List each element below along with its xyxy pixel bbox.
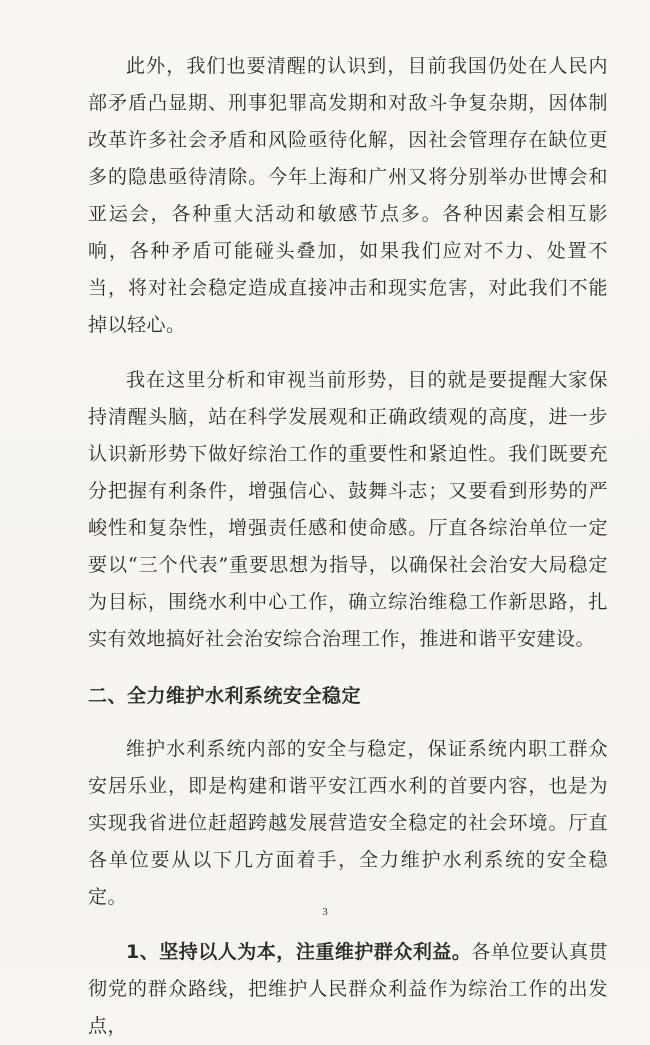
document-body [88, 48, 608, 1045]
section-heading: 二、全力维护水利系统安全稳定 [88, 685, 362, 707]
paragraph-3: 维护水利系统内部的安全与稳定，保证系统内职工群众安居乐业，即是构建和谐平安江西水利的首要内容，也是为实现我省进位赶超跨越发展营造安全稳定的社会环境。厅直各单位要从以下几方面着手，全力维护水利系统的安全稳定。 [88, 738, 608, 908]
paragraph-4-lead: 1、坚持以人为本，注重维护群众利益。 [126, 941, 472, 963]
paragraph-4-text: 各单位要认真贯彻党的群众路线，把维护人民群众利益作为综治工作的出发点， [88, 941, 608, 1037]
paragraph-4 [88, 934, 608, 1045]
paragraph-2: 我在这里分析和审视当前形势，目的就是要提醒大家保持清醒头脑，站在科学发展观和正确政绩观的高度，进一步认识新形势下做好综治工作的重要性和紧迫性。我们既要充分把握有利条件，增强信心、鼓舞斗志；又要看到形势的严峻性和复杂性，增强责任感和使命感。厅直各综治单位一定要以“三个代表”重要思想为指导，以确保社会治安大局稳定为目标，围绕水利中心工作，确立综治维稳工作新思路，扎实有效地搞好社会治安综合治理工作，推进和谐平安建设。 [88, 369, 608, 650]
page-number: 3 [322, 906, 328, 918]
paragraph-1: 此外，我们也要清醒的认识到，目前我国仍处在人民内部矛盾凸显期、刑事犯罪高发期和对敌斗争复杂期，因体制改革许多社会矛盾和风险亟待化解，因社会管理存在缺位更多的隐患亟待清除。今年上海和广州又将分别举办世博会和亚运会，各种重大活动和敏感节点多。各种因素会相互影响，各种矛盾可能碰头叠加，如果我们应对不力、处置不当，将对社会稳定造成直接冲击和现实危害，对此我们不能掉以轻心。 [88, 55, 608, 336]
